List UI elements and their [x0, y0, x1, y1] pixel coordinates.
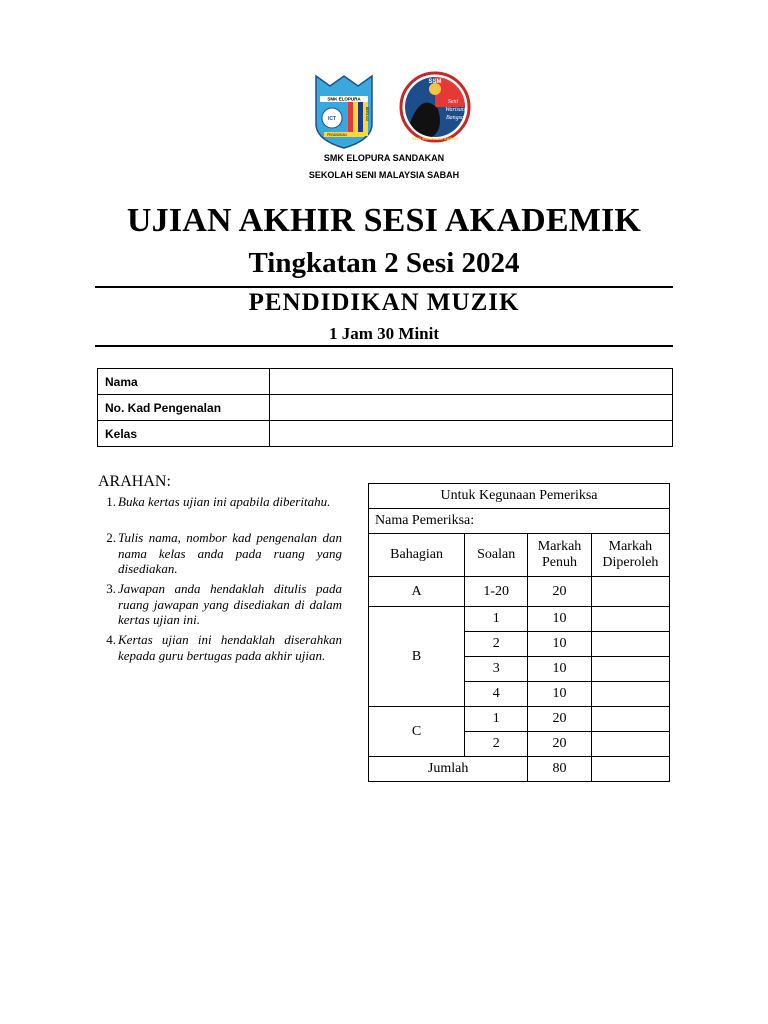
full-marks-cell: 20: [528, 707, 592, 732]
instruction-item: [84, 581, 342, 629]
exam-duration: 1 Jam 30 Minit: [328, 324, 440, 343]
full-marks-cell: 10: [528, 682, 592, 707]
full-marks-cell: 10: [528, 632, 592, 657]
ic-number-label: No. Kad Pengenalan: [98, 395, 270, 421]
question-cell: 2: [465, 632, 528, 657]
instruction-number: 3.: [106, 581, 116, 596]
examiner-name-label[interactable]: Nama Pemeriksa:: [369, 509, 670, 534]
arts-school-logo: [392, 71, 478, 143]
obtained-marks-cell[interactable]: [591, 632, 669, 657]
student-info-table: [97, 368, 673, 447]
instruction-number: 4.: [106, 632, 116, 647]
instruction-item: [84, 494, 342, 528]
table-row: [369, 707, 670, 732]
svg-text:SENI MALAYSIA SABAH: SENI MALAYSIA SABAH: [411, 136, 459, 141]
question-cell: 1: [465, 707, 528, 732]
instruction-item: [84, 530, 342, 578]
examiner-table: [368, 483, 670, 782]
question-cell: 1: [465, 607, 528, 632]
class-label: Kelas: [98, 421, 270, 447]
name-field[interactable]: [270, 369, 673, 395]
table-row: [369, 509, 670, 534]
svg-text:SMK ELOPURA: SMK ELOPURA: [327, 96, 361, 102]
section-cell: C: [369, 707, 465, 757]
question-cell: 2: [465, 732, 528, 757]
obtained-marks-cell[interactable]: [591, 732, 669, 757]
svg-text:PENDIDIKAN: PENDIDIKAN: [327, 133, 347, 137]
exam-title: UJIAN AKHIR SESI AKADEMIK: [126, 202, 642, 239]
svg-text:ICT: ICT: [327, 116, 337, 122]
full-marks-cell: 20: [528, 577, 592, 607]
instruction-text: Tulis nama, nombor kad pengenalan dan nama kelas anda pada ruang yang disediakan.: [118, 530, 342, 576]
school-logo: [314, 74, 374, 150]
table-row: [369, 484, 670, 509]
total-obtained-marks[interactable]: [591, 757, 669, 782]
svg-text:Seni: Seni: [447, 99, 459, 105]
examiner-table-title: Untuk Kegunaan Pemeriksa: [369, 484, 670, 509]
name-label: Nama: [98, 369, 270, 395]
table-row: [369, 607, 670, 632]
column-header: Markah Diperoleh: [591, 534, 669, 577]
svg-text:SSM: SSM: [428, 79, 442, 85]
instruction-text: Buka kertas ujian ini apabila diberitahu.: [118, 494, 331, 509]
subject-title: PENDIDIKAN MUZIK: [248, 289, 520, 316]
instructions-heading: ARAHAN:: [98, 473, 171, 490]
total-full-marks: 80: [528, 757, 592, 782]
obtained-marks-cell[interactable]: [591, 682, 669, 707]
school-name: SMK ELOPURA SANDAKAN: [323, 153, 445, 163]
table-row: [369, 577, 670, 607]
table-total-row: [369, 757, 670, 782]
full-marks-cell: 10: [528, 657, 592, 682]
column-header: Markah Penuh: [528, 534, 592, 577]
column-header: Bahagian: [369, 534, 465, 577]
instruction-number: 2.: [106, 530, 116, 545]
svg-text:BERILMU: BERILMU: [365, 106, 369, 122]
section-cell: A: [369, 577, 465, 607]
obtained-marks-cell[interactable]: [591, 577, 669, 607]
instruction-text: Kertas ujian ini hendaklah diserahkan kepada guru bertugas pada akhir ujian.: [118, 632, 342, 663]
class-field[interactable]: [270, 421, 673, 447]
full-marks-cell: 10: [528, 607, 592, 632]
svg-text:Warisan: Warisan: [445, 107, 465, 113]
obtained-marks-cell[interactable]: [591, 707, 669, 732]
total-label: Jumlah: [369, 757, 528, 782]
full-marks-cell: 20: [528, 732, 592, 757]
instruction-item: [84, 632, 342, 680]
instruction-number: 1.: [106, 494, 116, 509]
svg-text:Bangsa: Bangsa: [446, 115, 464, 121]
ic-number-field[interactable]: [270, 395, 673, 421]
table-row: [98, 395, 673, 421]
question-cell: 3: [465, 657, 528, 682]
table-row: [98, 369, 673, 395]
question-cell: 4: [465, 682, 528, 707]
question-cell: 1-20: [465, 577, 528, 607]
section-cell: B: [369, 607, 465, 707]
obtained-marks-cell[interactable]: [591, 657, 669, 682]
table-row: [98, 421, 673, 447]
instruction-text: Jawapan anda hendaklah ditulis pada ruang jawapan yang disediakan di dalam kertas ujian ini.: [118, 581, 342, 627]
table-header-row: [369, 534, 670, 577]
column-header: Soalan: [465, 534, 528, 577]
exam-subtitle: Tingkatan 2 Sesi 2024: [248, 247, 520, 279]
header-divider-top: [95, 286, 673, 288]
header-divider-bottom: [95, 345, 673, 347]
obtained-marks-cell[interactable]: [591, 607, 669, 632]
school-name-secondary: SEKOLAH SENI MALAYSIA SABAH: [308, 170, 460, 180]
